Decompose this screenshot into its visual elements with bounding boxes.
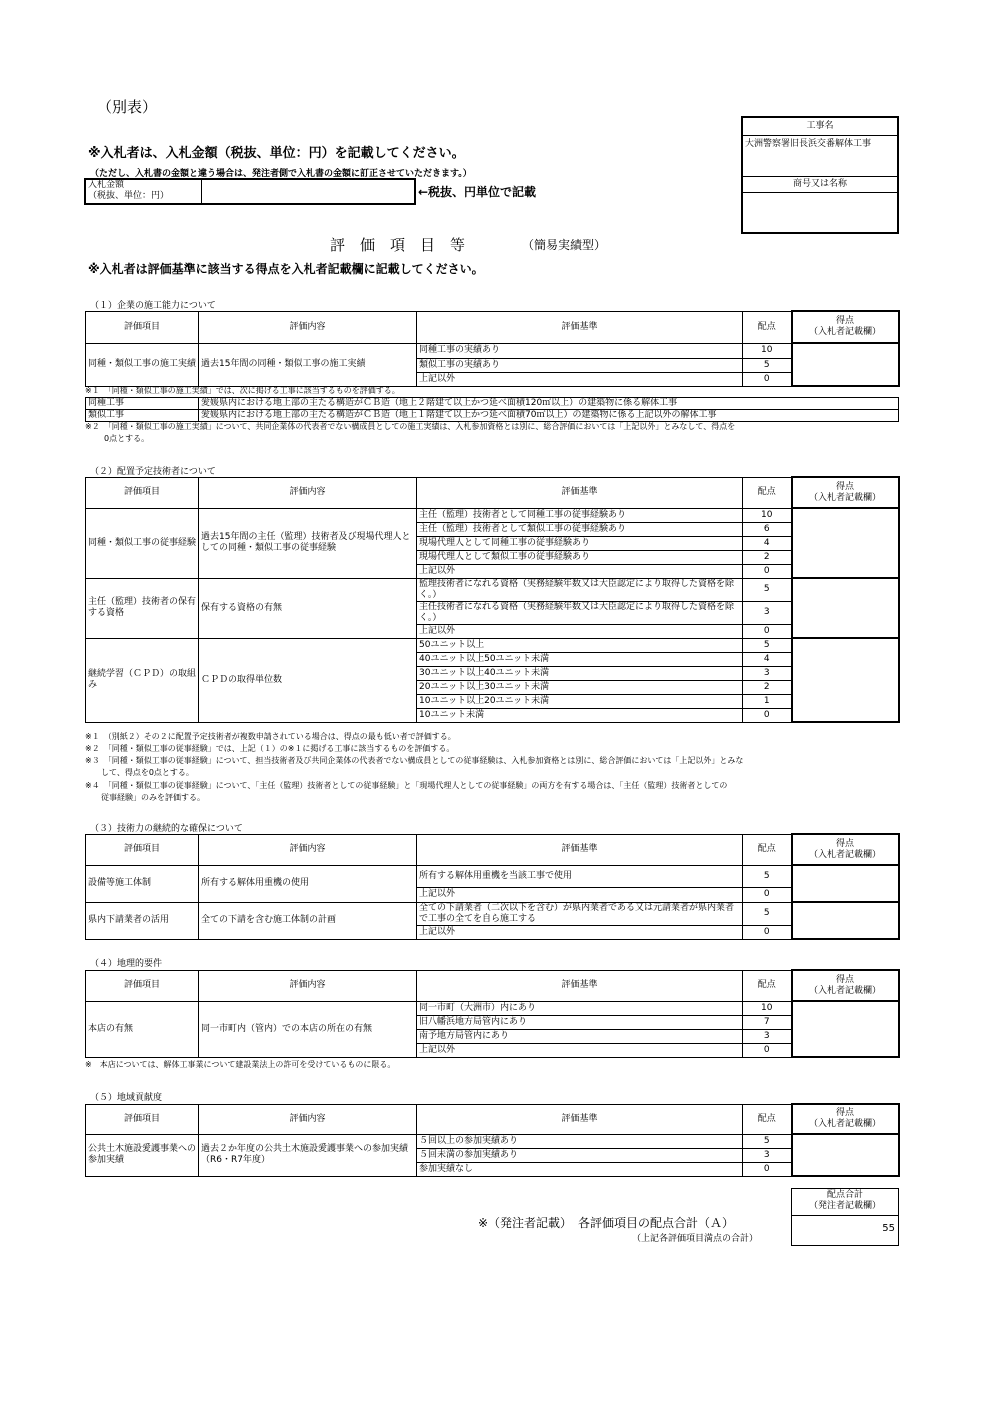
s2-note: ※１ （別紙２）その２に配置予定技術者が複数申請されている場合は、得点の最も低い者で評価する。 (85, 732, 456, 741)
project-label: 工事名 (743, 118, 897, 136)
total-caption: ※（発注者記載） 各評価項目の配点合計（Ａ） (478, 1216, 735, 1230)
row-item: 本店の有無 (86, 1001, 199, 1057)
score-input[interactable] (792, 865, 899, 902)
def-label: 類似工事 (86, 410, 199, 422)
total-box (791, 1188, 899, 1246)
s4-note: ※ 本店については、解体工事業について建設業法上の許可を受けているものに限る。 (85, 1060, 396, 1069)
criteria-cell: 上記以外 (417, 925, 743, 939)
row-item: 設備等施工体制 (86, 865, 199, 902)
row-item: 継続学習（ＣＰＤ）の取組み (86, 638, 199, 722)
row-content: 同一市町内（管内）での本店の所在の有無 (199, 1001, 417, 1057)
row-item: 同種・類似工事の従事経験 (86, 508, 199, 578)
criteria-cell: 全ての下請業者（二次以下を含む）が県内業者である又は元請業者が県内業者で工事の全てを自ら施工する (417, 902, 743, 925)
col-criteria: 評価基準 (417, 477, 743, 508)
score-input[interactable] (792, 508, 899, 578)
col-criteria: 評価基準 (417, 970, 743, 1001)
col-points: 配点 (743, 834, 792, 865)
points-cell: 0 (743, 564, 792, 578)
col-content: 評価内容 (199, 970, 417, 1001)
col-score (792, 1104, 899, 1134)
criteria-cell: 上記以外 (417, 887, 743, 902)
section3-table (85, 833, 900, 940)
points-cell: 10 (743, 1001, 792, 1015)
section1-title: （１）企業の施工能力について (90, 301, 216, 311)
points-cell: 0 (743, 887, 792, 902)
points-cell: 3 (743, 601, 792, 624)
points-cell: 3 (743, 666, 792, 680)
col-points: 配点 (743, 477, 792, 508)
score-head-1: 得点 (835, 838, 854, 849)
criteria-cell: 類似工事の実績あり (417, 358, 743, 372)
criteria-cell: 参加実績なし (417, 1162, 743, 1176)
criteria-cell: 30ユニット以上40ユニット未満 (417, 666, 743, 680)
points-cell: 5 (743, 865, 792, 887)
section1-table (85, 310, 900, 387)
s1-note2a: ※２ 「同種・類似工事の施工実績」について、共同企業体の代表者でない構成員としての施工実績は、入札参加資格とは別に、総合評価においては「上記以外」とみなして、得点を (85, 422, 736, 431)
score-input[interactable] (792, 638, 899, 722)
evaluation-title: 評 価 項 目 等 (330, 236, 466, 254)
score-head-1: 得点 (835, 316, 854, 326)
col-points: 配点 (743, 1104, 792, 1134)
criteria-cell: ５回以上の参加実績あり (417, 1134, 743, 1148)
col-score (792, 970, 899, 1001)
score-input[interactable] (792, 578, 899, 638)
row-content: 所有する解体用重機の使用 (199, 865, 417, 902)
score-head-1: 得点 (835, 974, 854, 985)
col-content: 評価内容 (199, 1104, 417, 1134)
col-criteria: 評価基準 (417, 1104, 743, 1134)
points-cell: 0 (743, 624, 792, 638)
company-input[interactable] (743, 193, 897, 231)
points-cell: 10 (743, 343, 792, 358)
score-input[interactable] (792, 1134, 899, 1176)
criteria-cell: 同一市町（大洲市）内にあり (417, 1001, 743, 1015)
col-content: 評価内容 (199, 311, 417, 343)
total-label-1: 配点合計 (826, 1190, 863, 1200)
section3-title: （３）技術力の継続的な確保について (90, 824, 243, 834)
criteria-cell: 上記以外 (417, 564, 743, 578)
bid-sub-instruction: （ただし、入札書の金額と違う場合は、発注者側で入札書の金額に訂正させていただきます。） (90, 169, 472, 179)
score-head-2: （入札者記載欄） (808, 985, 881, 996)
col-item: 評価項目 (86, 970, 199, 1001)
criteria-cell: 旧八幡浜地方局管内にあり (417, 1015, 743, 1029)
score-head-2: （入札者記載欄） (808, 849, 881, 860)
points-cell: 0 (743, 1162, 792, 1176)
row-item: 同種・類似工事の施工実績 (86, 343, 199, 386)
score-head-2: （入札者記載欄） (808, 1119, 881, 1129)
criteria-cell: 主任技術者になれる資格（実務経験年数又は大臣認定により取得した資格を除く。） (417, 601, 743, 624)
project-name: 大洲警察署旧長浜交番解体工事 (745, 139, 872, 149)
criteria-cell: 同種工事の実績あり (417, 343, 743, 358)
points-cell: 0 (743, 708, 792, 722)
s2-note: ※２ 「同種・類似工事の従事経験」では、上記（１）の※１に掲げる工事に該当するものを評価する。 (85, 744, 455, 753)
def-text: 愛媛県内における地上部の主たる構造がＣＢ造（地上２階建て以上かつ延べ面積120㎡以上）の建築物に係る解体工事 (199, 398, 899, 410)
points-cell: 6 (743, 522, 792, 536)
row-content: 過去15年間の同種・類似工事の施工実績 (199, 343, 417, 386)
s2-note: 従事経験」のみを評価する。 (85, 793, 205, 802)
section5-title: （５）地域貢献度 (90, 1093, 163, 1103)
appendix-label: （別表） (97, 98, 158, 116)
bid-amount-label (86, 180, 202, 203)
points-cell: 5 (743, 358, 792, 372)
row-item: 主任（監理）技術者の保有する資格 (86, 578, 199, 638)
s1-note1: ※１ 「同種・類似工事の施工実績」では、次に掲げる工事に該当するものを評価する。 (85, 386, 400, 395)
points-cell: 0 (743, 1043, 792, 1057)
bid-note: ←税抜、円単位で記載 (418, 185, 537, 199)
score-head-2: （入札者記載欄） (808, 327, 881, 337)
section2-title: （２）配置予定技術者について (90, 467, 216, 477)
criteria-cell: 上記以外 (417, 372, 743, 386)
score-input[interactable] (792, 343, 899, 386)
bid-amount-box (84, 178, 416, 205)
def-label: 同種工事 (86, 398, 199, 410)
section4-title: （４）地理的要件 (90, 959, 163, 969)
criteria-cell: 現場代理人として同種工事の従事経験あり (417, 536, 743, 550)
s2-note: ※３ 「同種・類似工事の従事経験」について、担当技術者及び共同企業体の代表者でない構成員としての従事経験は、入札参加資格とは別に、総合評価においては「上記以外」とみな (85, 756, 744, 765)
bid-instruction: ※入札者は、入札金額（税抜、単位：円）を記載してください。 (88, 146, 465, 161)
bid-label-line2: （税抜、単位：円） (88, 191, 170, 201)
criteria-cell: 20ユニット以上30ユニット未満 (417, 680, 743, 694)
points-cell: 4 (743, 536, 792, 550)
bid-amount-input[interactable] (202, 180, 412, 203)
s2-note: して、得点を0点とする。 (85, 768, 194, 777)
criteria-cell: 50ユニット以上 (417, 638, 743, 652)
col-item: 評価項目 (86, 311, 199, 343)
criteria-cell: 上記以外 (417, 624, 743, 638)
points-cell: 4 (743, 652, 792, 666)
points-cell: 1 (743, 694, 792, 708)
score-head-1: 得点 (835, 481, 854, 492)
col-points: 配点 (743, 970, 792, 1001)
col-points: 配点 (743, 311, 792, 343)
s2-note: ※４ 「同種・類似工事の従事経験」について、「主任（監理）技術者としての従事経験」と「現場代理人としての従事経験」の両方を有する場合は、「主任（監理）技術者としての (85, 781, 728, 790)
criteria-cell: 10ユニット未満 (417, 708, 743, 722)
score-instruction: ※入札者は評価基準に該当する得点を入札者記載欄に記載してください。 (88, 262, 484, 276)
col-content: 評価内容 (199, 834, 417, 865)
points-cell: 5 (743, 638, 792, 652)
total-sub: （上記各評価項目満点の合計） (632, 1234, 759, 1244)
row-content: 全ての下請を含む施工体制の計画 (199, 902, 417, 939)
col-criteria: 評価基準 (417, 834, 743, 865)
bid-label-line1: 入札金額 (88, 180, 125, 190)
col-item: 評価項目 (86, 834, 199, 865)
points-cell: 5 (743, 1134, 792, 1148)
total-label-2: （発注者記載欄） (808, 1201, 881, 1211)
section5-table (85, 1103, 900, 1177)
col-score (792, 834, 899, 865)
evaluation-type: （簡易実績型） (522, 238, 607, 252)
points-cell: 3 (743, 1029, 792, 1043)
points-cell: 3 (743, 1148, 792, 1162)
col-criteria: 評価基準 (417, 311, 743, 343)
score-input[interactable] (792, 902, 899, 939)
s1-definition-table (85, 397, 899, 422)
criteria-cell: 40ユニット以上50ユニット未満 (417, 652, 743, 666)
criteria-cell: 主任（監理）技術者として同種工事の従事経験あり (417, 508, 743, 522)
criteria-cell: 現場代理人として類似工事の従事経験あり (417, 550, 743, 564)
row-item: 公共土木施設愛護事業への参加実績 (86, 1134, 199, 1176)
s1-note2b: 0点とする。 (104, 434, 150, 443)
points-cell: 0 (743, 372, 792, 386)
col-item: 評価項目 (86, 477, 199, 508)
total-value: 55 (882, 1223, 895, 1234)
row-content: 保有する資格の有無 (199, 578, 417, 638)
col-score (792, 477, 899, 508)
score-head-1: 得点 (835, 1108, 854, 1118)
criteria-cell: 南予地方局管内にあり (417, 1029, 743, 1043)
section2-table (85, 476, 900, 723)
company-label: 商号又は名称 (743, 176, 897, 193)
points-cell: 2 (743, 680, 792, 694)
criteria-cell: ５回未満の参加実績あり (417, 1148, 743, 1162)
def-text: 愛媛県内における地上部の主たる構造がＣＢ造（地上１階建て以上かつ延べ面積70㎡以上）の建築物に係る上記以外の解体工事 (199, 410, 899, 422)
points-cell: 5 (743, 902, 792, 925)
points-cell: 7 (743, 1015, 792, 1029)
points-cell: 5 (743, 578, 792, 601)
row-content: ＣＰＤの取得単位数 (199, 638, 417, 722)
criteria-cell: 10ユニット以上20ユニット未満 (417, 694, 743, 708)
col-score (792, 311, 899, 343)
points-cell: 2 (743, 550, 792, 564)
criteria-cell: 所有する解体用重機を当該工事で使用 (417, 865, 743, 887)
row-content: 過去２か年度の公共土木施設愛護事業への参加実績（R6・R7年度） (199, 1134, 417, 1176)
points-cell: 10 (743, 508, 792, 522)
criteria-cell: 主任（監理）技術者として類似工事の従事経験あり (417, 522, 743, 536)
row-content: 過去15年間の主任（監理）技術者及び現場代理人としての同種・類似工事の従事経験 (199, 508, 417, 578)
section4-table (85, 969, 900, 1058)
points-cell: 0 (743, 925, 792, 939)
col-item: 評価項目 (86, 1104, 199, 1134)
score-input[interactable] (792, 1001, 899, 1057)
row-item: 県内下請業者の活用 (86, 902, 199, 939)
criteria-cell: 監理技術者になれる資格（実務経験年数又は大臣認定により取得した資格を除く。） (417, 578, 743, 601)
project-box (741, 116, 899, 234)
col-content: 評価内容 (199, 477, 417, 508)
criteria-cell: 上記以外 (417, 1043, 743, 1057)
total-label (792, 1189, 898, 1216)
score-head-2: （入札者記載欄） (808, 492, 881, 503)
